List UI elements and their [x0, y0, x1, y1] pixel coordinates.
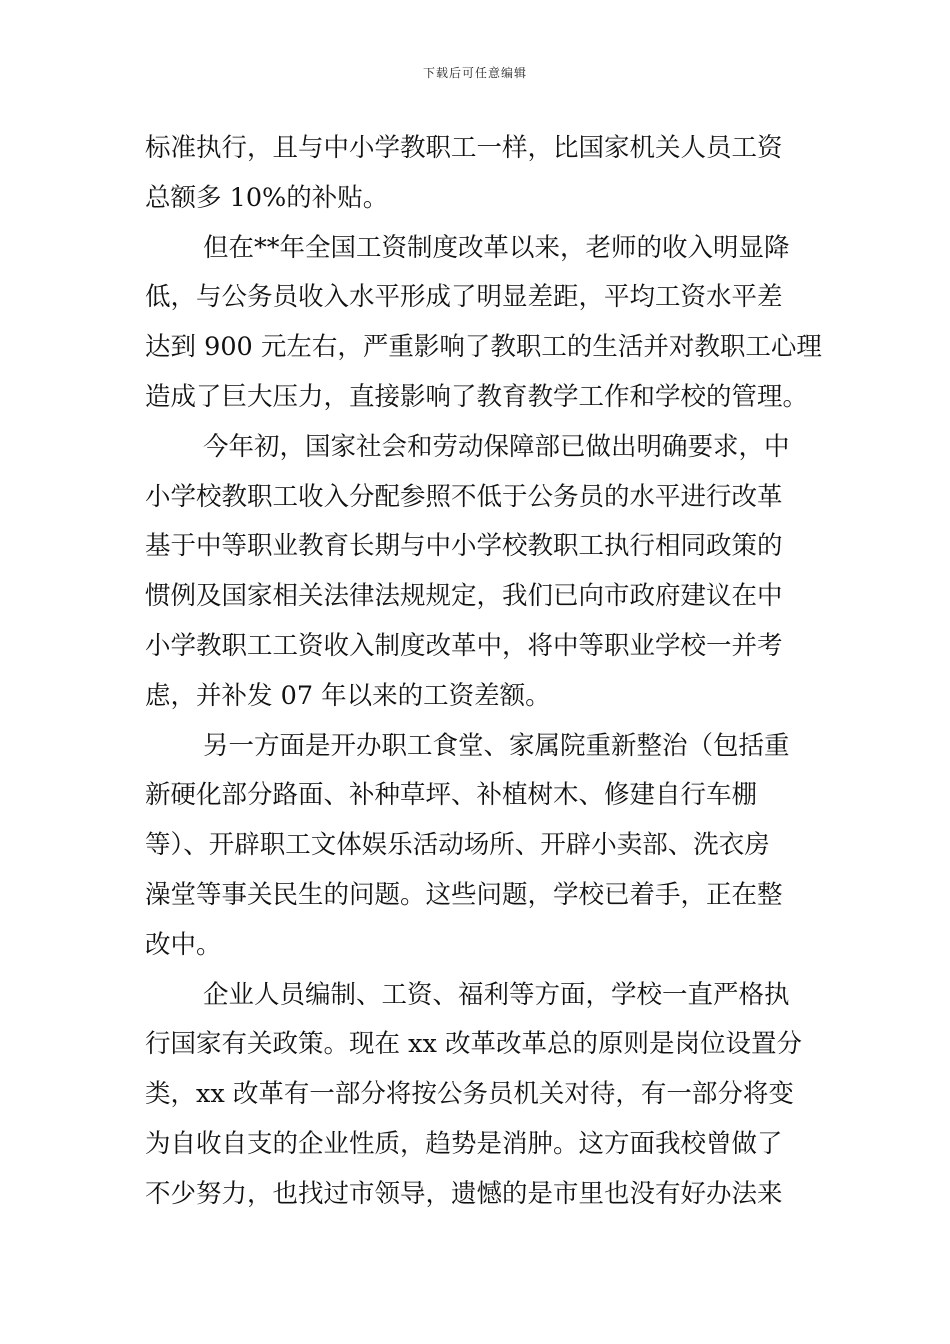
- text-line: 基于中等职业教育长期与中小学校教职工执行相同政策的: [145, 531, 783, 562]
- text-line: 行国家有关政策。现在 xx 改革改革总的原则是岗位设置分: [145, 1029, 802, 1060]
- text-line: 低，与公务员收入水平形成了明显差距，平均工资水平差: [145, 282, 783, 313]
- text-line: 标准执行，且与中小学教职工一样，比国家机关人员工资: [145, 133, 783, 163]
- text-line: 达到 900 元左右，严重影响了教职工的生活并对教职工心理: [145, 332, 822, 363]
- text-line: 新硬化部分路面、补种草坪、补植树木、修建自行车棚: [145, 780, 758, 811]
- text-line: 等）、开辟职工文体娱乐活动场所、开辟小卖部、洗衣房: [145, 830, 770, 861]
- text-line: 虑，并补发 07 年以来的工资差额。: [145, 680, 551, 711]
- text-line: 另一方面是开办职工食堂、家属院重新整治（包括重: [203, 730, 790, 761]
- text-line: 改中。: [145, 929, 222, 960]
- text-line: 类，xx 改革有一部分将按公务员机关对待，有一部分将变: [145, 1079, 794, 1110]
- text-line: 不少努力，也找过市领导，遗憾的是市里也没有好办法来: [145, 1178, 783, 1209]
- text-line: 造成了巨大压力，直接影响了教育教学工作和学校的管理。: [145, 381, 809, 412]
- text-line: 小学教职工工资收入制度改革中，将中等职业学校一并考: [145, 630, 783, 661]
- text-line: 小学校教职工收入分配参照不低于公务员的水平进行改革: [145, 481, 783, 512]
- text-line: 为自收自支的企业性质，趋势是消肿。这方面我校曾做了: [145, 1128, 783, 1159]
- text-line: 企业人员编制、工资、福利等方面，学校一直严格执: [203, 979, 790, 1010]
- document-body: [145, 124, 822, 1220]
- text-line: 但在**年全国工资制度改革以来，老师的收入明显降: [203, 232, 790, 263]
- text-line: 今年初，国家社会和劳动保障部已做出明确要求，中: [203, 431, 790, 462]
- text-line: 惯例及国家相关法律法规规定，我们已向市政府建议在中: [145, 581, 783, 612]
- text-line: 总额多 10%的补贴。: [145, 182, 389, 213]
- text-line: 澡堂等事关民生的问题。这些问题，学校已着手，正在整: [145, 879, 783, 910]
- page-header: 下载后可任意编辑: [422, 66, 527, 80]
